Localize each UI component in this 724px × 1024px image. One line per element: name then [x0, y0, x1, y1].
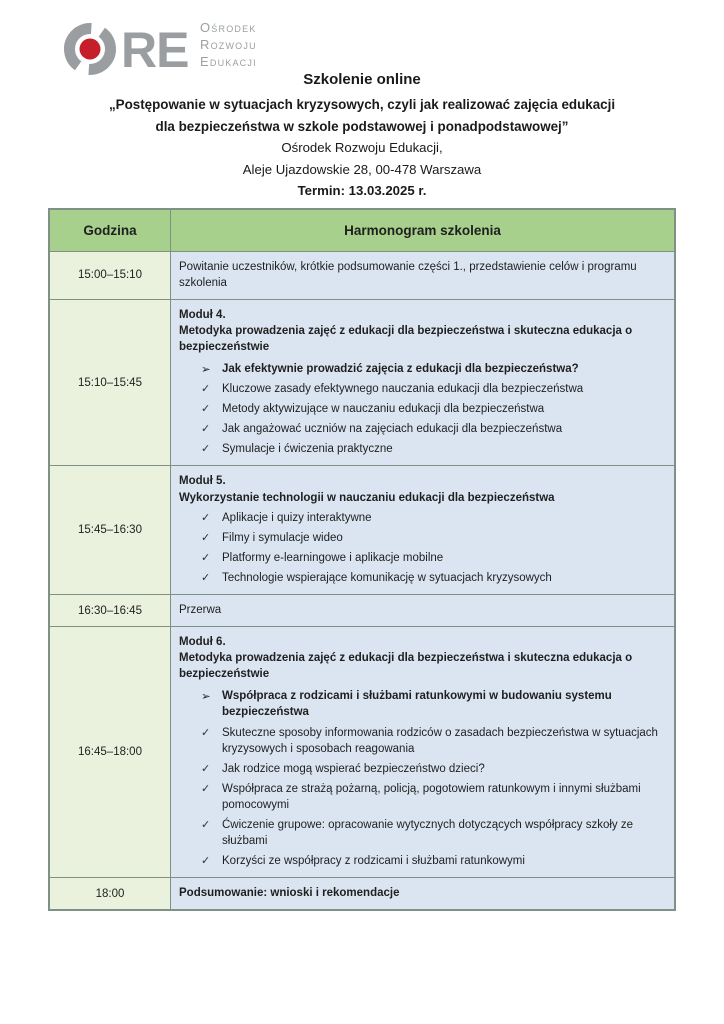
time-cell: 16:45–18:00	[49, 627, 171, 878]
check-bullet-item	[201, 421, 664, 437]
check-bullet-icon: ✓	[201, 442, 211, 456]
check-bullet-item	[201, 570, 664, 586]
ore-logo-letters: RE	[121, 22, 189, 78]
schedule-row	[49, 299, 675, 466]
bullet-text: Korzyści ze współpracy z rodzicami i służbami ratunkowymi	[222, 855, 525, 868]
check-bullet-item	[201, 510, 664, 526]
bullet-text: Kluczowe zasady efektywnego nauczania edukacji dla bezpieczeństwa	[222, 383, 584, 396]
content-cell	[171, 466, 676, 595]
check-bullet-icon: ✓	[201, 818, 211, 832]
check-bullet-item	[201, 781, 664, 813]
check-bullet-item	[201, 530, 664, 546]
content-cell	[171, 595, 676, 627]
bullet-text: Jak rodzice mogą wspierać bezpieczeństwo dzieci?	[222, 762, 485, 775]
bullet-text: Jak angażować uczniów na zajęciach edukacji dla bezpieczeństwa	[222, 423, 563, 436]
bullet-text: Filmy i symulacje wideo	[222, 531, 343, 544]
bullet-text: Platformy e-learningowe i aplikacje mobilne	[222, 551, 444, 564]
ore-logo	[60, 13, 257, 79]
check-bullet-icon: ✓	[201, 402, 211, 416]
schedule-row	[49, 466, 675, 595]
ore-org-name	[200, 19, 257, 70]
schedule-table	[48, 208, 676, 912]
schedule-row	[49, 878, 675, 911]
ore-logo-mark	[60, 13, 190, 79]
check-bullet-icon: ✓	[201, 761, 211, 775]
column-header-harmonogram: Harmonogram szkolenia	[171, 209, 676, 252]
schedule-row	[49, 251, 675, 299]
module-heading-line: Moduł 6.	[179, 636, 226, 649]
ore-logo-red-dot	[80, 39, 101, 60]
time-cell: 15:10–15:45	[49, 299, 171, 466]
check-bullet-icon: ✓	[201, 781, 211, 795]
organization-name: Ośrodek Rozwoju Edukacji,	[281, 140, 443, 155]
subtitle-line-1: „Postępowanie w sytuacjach kryzysowych, czyli jak realizować zajęcia edukacji	[108, 97, 616, 112]
check-bullet-item	[201, 381, 664, 397]
schedule-row	[49, 595, 675, 627]
check-bullet-icon: ✓	[201, 550, 211, 564]
module-heading-line: Moduł 5.	[179, 475, 226, 488]
training-date: Termin: 13.03.2025 r.	[297, 183, 427, 198]
check-bullet-item	[201, 817, 664, 849]
content-cell	[171, 251, 676, 299]
schedule-header-row	[49, 209, 675, 252]
check-bullet-icon: ✓	[201, 422, 211, 436]
check-bullet-icon: ✓	[201, 510, 211, 524]
module-heading-line: Metodyka prowadzenia zajęć z edukacji dla bezpieczeństwa i skuteczna edukacja o bezpieczeństwie	[179, 324, 633, 353]
bullet-text: Współpraca ze strażą pożarną, policją, pogotowiem ratunkowym i innymi służbami pomocowymi	[222, 782, 641, 811]
schedule-row	[49, 627, 675, 878]
time-cell: 18:00	[49, 878, 171, 911]
session-text: Powitanie uczestników, krótkie podsumowanie części 1., przedstawienie celów i programu szkolenia	[179, 260, 637, 289]
check-bullet-icon: ✓	[201, 382, 211, 396]
arrow-bullet-item	[201, 688, 664, 720]
check-bullet-item	[201, 761, 664, 777]
ore-org-line: Ośrodek	[200, 20, 257, 35]
module-heading-line: Wykorzystanie technologii w nauczaniu edukacji dla bezpieczeństwa	[179, 491, 555, 504]
content-cell	[171, 878, 676, 911]
content-cell	[171, 299, 676, 466]
bullet-text: Skuteczne sposoby informowania rodziców o zasadach bezpieczeństwa w sytuacjach kryzysowych i sposobach reagowania	[222, 726, 658, 755]
arrow-bullet-icon: ➢	[201, 689, 211, 704]
content-cell	[171, 627, 676, 878]
check-bullet-item	[201, 550, 664, 566]
bullet-text: Technologie wspierające komunikację w sytuacjach kryzysowych	[222, 571, 552, 584]
module-heading-line: Moduł 4.	[179, 308, 226, 321]
check-bullet-item	[201, 853, 664, 869]
ore-org-line: Edukacji	[200, 54, 257, 69]
bullet-text: Ćwiczenie grupowe: opracowanie wytycznych dotyczących współpracy szkoły ze służbami	[222, 819, 633, 848]
ore-org-line: Rozwoju	[200, 37, 257, 52]
column-header-godzina: Godzina	[49, 209, 171, 252]
time-cell: 16:30–16:45	[49, 595, 171, 627]
check-bullet-icon: ✓	[201, 530, 211, 544]
check-bullet-item	[201, 401, 664, 417]
bullet-text: Metody aktywizujące w nauczaniu edukacji dla bezpieczeństwa	[222, 403, 545, 416]
time-cell: 15:00–15:10	[49, 251, 171, 299]
page-title: Szkolenie online	[303, 71, 421, 88]
bullet-text: Aplikacje i quizy interaktywne	[222, 511, 372, 524]
bullet-text: Symulacje i ćwiczenia praktyczne	[222, 443, 393, 456]
module-heading-line: Metodyka prowadzenia zajęć z edukacji dla bezpieczeństwa i skuteczna edukacja o bezpieczeństwie	[179, 652, 633, 681]
arrow-bullet-icon: ➢	[201, 361, 211, 376]
time-cell: 15:45–16:30	[49, 466, 171, 595]
summary-text: Podsumowanie: wnioski i rekomendacje	[179, 887, 400, 900]
check-bullet-item	[201, 725, 664, 757]
check-bullet-icon: ✓	[201, 725, 211, 739]
check-bullet-item	[201, 441, 664, 457]
session-text: Przerwa	[179, 604, 222, 616]
check-bullet-icon: ✓	[201, 570, 211, 584]
bullet-text: Współpraca z rodzicami i służbami ratunkowymi w budowaniu systemu bezpieczeństwa	[222, 690, 612, 719]
subtitle-line-2: dla bezpieczeństwa w szkole podstawowej i ponadpodstawowej”	[155, 118, 569, 134]
organization-address: Aleje Ujazdowskie 28, 00-478 Warszawa	[242, 161, 482, 177]
arrow-bullet-item	[201, 361, 664, 377]
training-subtitle	[0, 94, 724, 137]
bullet-text: Jak efektywnie prowadzić zajęcia z edukacji dla bezpieczeństwa?	[222, 362, 579, 375]
check-bullet-icon: ✓	[201, 854, 211, 868]
